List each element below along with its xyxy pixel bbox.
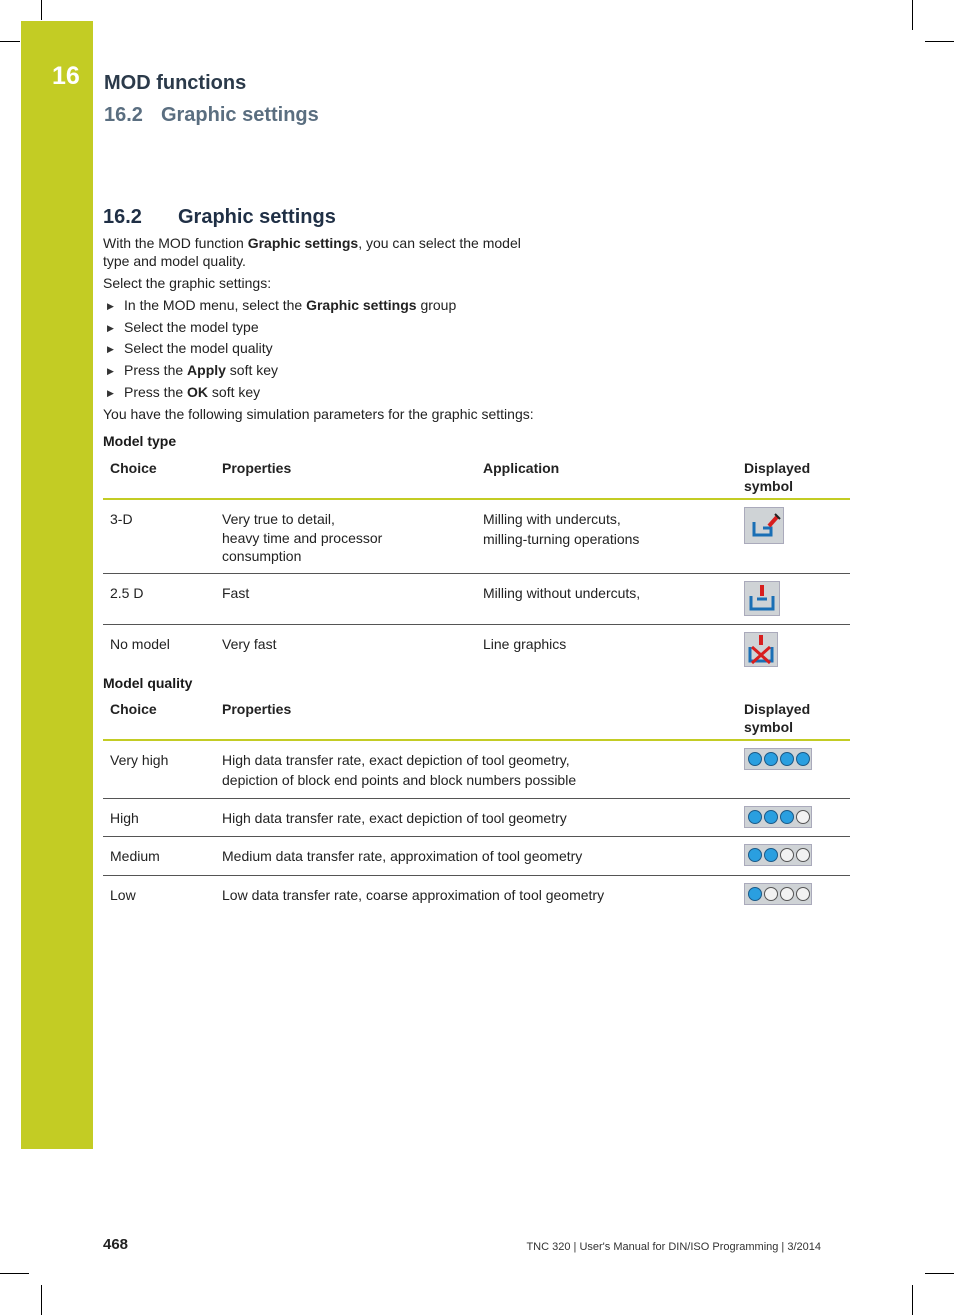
quality-dot-empty [764, 887, 778, 901]
intro-bold: Graphic settings [247, 235, 359, 251]
application-cell: Line graphics [483, 636, 567, 652]
properties-cell: Medium data transfer rate, approximation of tool geometry [215, 837, 737, 876]
table-row [103, 837, 850, 876]
quality-dot-empty [780, 887, 794, 901]
choice-cell: High [103, 799, 215, 837]
properties-line: Very true to detail, [222, 511, 335, 527]
step-text: soft key [208, 384, 261, 400]
running-header-chapter: MOD functions [104, 72, 247, 94]
table-row [103, 499, 850, 574]
step-text: Select the model quality [124, 340, 273, 356]
chapter-number: 16 [52, 62, 80, 90]
page-number: 468 [103, 1236, 129, 1253]
step-item [107, 383, 260, 402]
choice-cell: Low [110, 887, 136, 903]
running-header-section-title: Graphic settings [160, 104, 319, 126]
quality-very-high-icon [744, 748, 812, 770]
choice-cell: Very high [103, 740, 215, 799]
column-header [737, 691, 850, 740]
step-bold: Apply [187, 362, 226, 378]
table-row [103, 799, 850, 837]
properties-cell: Low data transfer rate, coarse approximation of tool geometry [222, 887, 605, 903]
table-row [103, 876, 850, 914]
step-item [107, 318, 259, 337]
intro-paragraph [103, 234, 521, 270]
properties-cell: Fast [215, 574, 476, 625]
crop-mark [912, 1285, 913, 1315]
step-item [107, 361, 278, 380]
arrow-icon: ▶ [107, 366, 114, 376]
quality-dot-empty [796, 848, 810, 862]
params-intro: You have the following simulation parameters for the graphic settings: [103, 406, 534, 422]
model-2-5d-icon [744, 581, 780, 616]
symbol-cell [737, 625, 850, 676]
table-row [103, 625, 850, 676]
application-line: Milling with undercuts, [483, 511, 621, 527]
quality-dot-empty [796, 810, 810, 824]
step-text: group [416, 297, 457, 313]
table-header-row [103, 450, 850, 499]
table-row [103, 740, 850, 799]
quality-low-icon [744, 883, 812, 905]
symbol-cell [737, 837, 850, 876]
properties-cell [215, 740, 737, 799]
properties-line: depiction of block end points and block numbers possible [222, 772, 577, 788]
column-header: Properties [215, 450, 476, 499]
arrow-icon: ▶ [107, 388, 114, 398]
intro-text: With the MOD function [103, 235, 248, 251]
section-number: 16.2 [103, 206, 142, 228]
quality-dot-empty [780, 848, 794, 862]
arrow-icon: ▶ [107, 344, 114, 354]
model-quality-table [103, 691, 850, 914]
quality-medium-icon [744, 844, 812, 866]
step-item [107, 296, 456, 315]
intro-text: type and model quality. [103, 253, 246, 269]
chapter-sidebar [21, 21, 93, 1149]
properties-line: High data transfer rate, exact depiction of tool geometry, [222, 752, 570, 768]
properties-cell [215, 499, 476, 574]
application-cell: Milling without undercuts, [476, 574, 737, 625]
choice-cell: No model [110, 636, 170, 652]
step-text: Press the [124, 384, 188, 400]
quality-dot-filled [764, 752, 778, 766]
quality-dot-filled [748, 810, 762, 824]
crop-mark [41, 0, 42, 20]
crop-mark [0, 41, 20, 42]
symbol-cell [737, 574, 850, 625]
crop-mark [912, 0, 913, 30]
section-title: Graphic settings [178, 206, 336, 228]
column-header [737, 450, 850, 499]
section-heading [103, 206, 336, 229]
running-header-section-number: 16.2 [104, 104, 143, 126]
quality-dot-filled [748, 848, 762, 862]
step-bold: Graphic settings [306, 297, 417, 313]
running-header-section [104, 104, 319, 127]
arrow-icon: ▶ [107, 323, 114, 333]
symbol-cell [737, 799, 850, 837]
crop-mark [925, 41, 954, 42]
select-paragraph: Select the graphic settings: [103, 275, 272, 291]
column-header: Choice [103, 691, 215, 740]
model-3d-icon [744, 507, 784, 544]
crop-mark [41, 1285, 42, 1315]
quality-dot-filled [748, 887, 762, 901]
quality-dot-filled [780, 810, 794, 824]
column-header-text: Displayed symbol [744, 701, 811, 735]
step-item [107, 339, 273, 358]
choice-cell: Medium [103, 837, 215, 876]
model-quality-heading: Model quality [103, 675, 193, 691]
column-header: Application [476, 450, 737, 499]
application-line: milling-turning operations [483, 531, 640, 547]
model-type-table [103, 450, 850, 675]
step-text: Press the [124, 362, 188, 378]
model-type-heading: Model type [103, 433, 177, 449]
symbol-cell [737, 740, 850, 799]
step-text: soft key [225, 362, 279, 378]
choice-cell: 2.5 D [103, 574, 215, 625]
quality-dot-filled [780, 752, 794, 766]
column-header: Choice [103, 450, 215, 499]
choice-cell: 3-D [103, 499, 215, 574]
properties-cell: Very fast [222, 636, 277, 652]
properties-cell: High data transfer rate, exact depiction of tool geometry [215, 799, 737, 837]
table-header-row [103, 691, 850, 740]
step-text: Select the model type [124, 319, 259, 335]
symbol-cell [737, 876, 850, 914]
quality-dot-filled [764, 810, 778, 824]
step-bold: OK [187, 384, 209, 400]
quality-dot-filled [796, 752, 810, 766]
column-header-text: Displayed symbol [744, 460, 811, 494]
no-model-icon [744, 632, 778, 667]
footer-manual-title: TNC 320 | User's Manual for DIN/ISO Programming | 3/2014 [526, 1241, 821, 1253]
step-text: In the MOD menu, select the [124, 297, 307, 313]
properties-line: heavy time and processor consumption [222, 530, 383, 564]
symbol-cell [737, 499, 850, 574]
column-header: Properties [215, 691, 737, 740]
arrow-icon: ▶ [107, 301, 114, 311]
table-row [103, 574, 850, 625]
quality-dot-empty [796, 887, 810, 901]
quality-high-icon [744, 806, 812, 828]
crop-mark [0, 1273, 29, 1274]
quality-dot-filled [764, 848, 778, 862]
intro-text: , you can select the model [358, 235, 521, 251]
crop-mark [925, 1273, 954, 1274]
application-cell [476, 499, 737, 574]
quality-dot-filled [748, 752, 762, 766]
